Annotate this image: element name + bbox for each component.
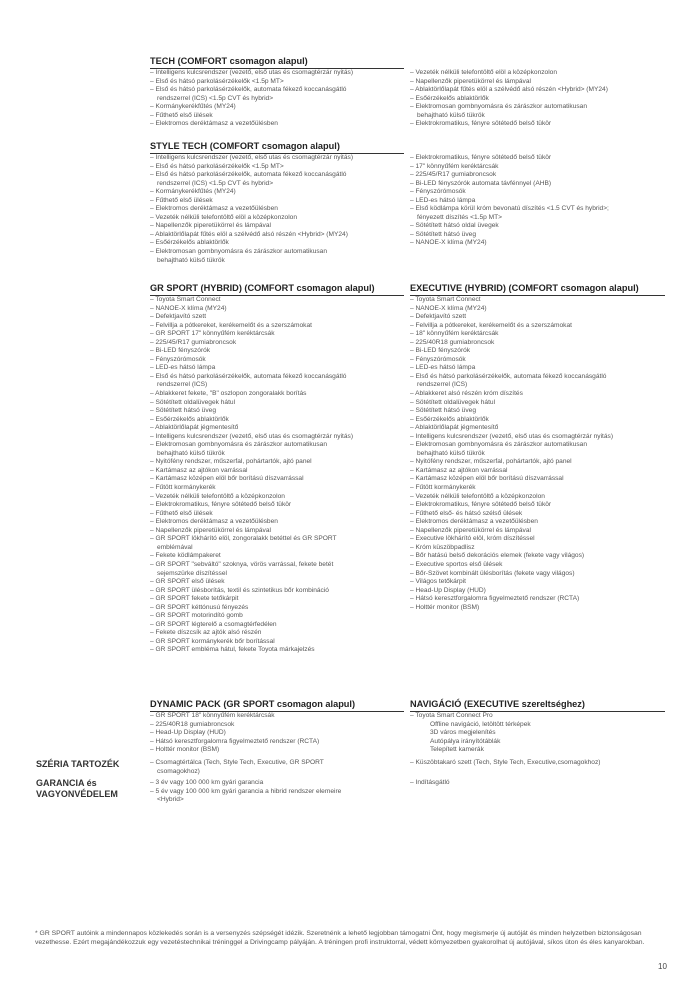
list-item: – Bi-LED fényszórók [410, 347, 471, 355]
dynamic-pack-title: DYNAMIC PACK (GR SPORT csomagon alapul) [150, 699, 404, 712]
list-item: – Hátsó keresztforgalomra figyelmeztető rendszer (RCTA) [410, 595, 580, 603]
list-item: – Nyitófény rendszer, műszerfal, pohártartók, ajtó panel [410, 458, 572, 466]
list-item: – Bi-LED fényszórók [150, 347, 211, 355]
list-item: – Csomagtértálca (Tech, Style Tech, Executive, GR SPORT [150, 759, 324, 766]
list-item: – GR SPORT kormánykerék bőr borítással [150, 637, 275, 645]
list-item: rendszerrel (ICS) <1.5p CVT és hybrid> [157, 179, 274, 187]
dynamic-pack-list [150, 712, 319, 755]
list-item: – Esőérzékelős ablaktörlők [150, 415, 229, 423]
tech-right-list [410, 69, 608, 129]
list-item: – Ablaktörlőlapát fűtés elöl a szélvédő alsó részén <Hybrid> (MY24) [410, 86, 608, 94]
list-item: – Elektrokromatikus, fényre sötétedő belső tükör [410, 501, 552, 509]
list-item: – Ablaktörlőlapát jégmentesítő [150, 424, 239, 432]
list-item: – Elektromosan gombnyomásra és zárászkor automatikusan [410, 441, 588, 449]
list-item: – Sötétített oldalüvegek hátul [410, 398, 496, 406]
list-item: – NANOE-X klíma (MY24) [150, 304, 227, 312]
list-item: – Elektromos deréktámasz a vezetőülésben [150, 120, 278, 128]
list-item: – Küszöbtakaró szett (Tech, Style Tech, Executive,csomagokhoz) [410, 759, 601, 766]
list-item: – Króm küszöbpadlisz [410, 543, 475, 551]
list-item: – Intelligens kulcsrendszer (vezető, első utas és csomagtérzár nyitás) [410, 432, 614, 440]
list-item: – Elektromos deréktámasz a vezetőülésben [150, 205, 278, 213]
warranty-right-list [410, 779, 450, 788]
list-item: – Elektrokromatikus, fényre sötétedő belső tükör [410, 120, 552, 128]
gr-sport-list [150, 296, 353, 655]
list-item: – Első és hátsó parkolásérzékelők <1.5p MT> [150, 77, 284, 85]
navigation-title: NAVIGÁCIÓ (EXECUTIVE szereltséghez) [410, 699, 665, 712]
list-item: <Hybrid> [157, 796, 184, 804]
list-item: – Toyota Smart Connect [410, 296, 481, 303]
accessories-right-list [410, 759, 600, 768]
accessories-label: SZÉRIA TARTOZÉK [36, 759, 120, 769]
list-item: – Elektrokromatikus, fényre sötétedő belső tükör [150, 501, 292, 509]
list-item: – Elektromos deréktámasz a vezetőülésben [410, 518, 538, 526]
list-item: – 3 év vagy 100 000 km gyári garancia [150, 779, 264, 786]
list-item: – 18" könnyűfém keréktárcsák [410, 330, 499, 338]
list-item: – Elektromosan gombnyomásra és zárászkor automatikusan [410, 103, 588, 111]
list-item: – Kormánykerékfűtés (MY24) [150, 103, 236, 111]
list-item: – Nyitófény rendszer, műszerfal, pohártartók, ajtó panel [150, 458, 312, 466]
list-item: – GR SPORT első ülések [150, 578, 225, 586]
list-item: – Felvillja a pótkereket, kerékemelőt és a szerszámokat [150, 321, 312, 329]
style-tech-section [150, 141, 665, 264]
list-item: – Toyota Smart Connect Pro [410, 712, 493, 719]
list-item: – Első ködlámpa körül króm bevonatú díszítés <1.5 CVT és hybrid>; [410, 205, 609, 213]
list-item: – Sötétített hátsó üveg [150, 407, 216, 415]
list-item: – Napellenzők piperetükörrel és lámpával [150, 526, 271, 534]
list-item: – Hátsó keresztforgalomra figyelmeztető rendszer (RCTA) [150, 737, 320, 745]
list-item: – Kartámasz az ajtókon varrással [410, 466, 508, 474]
list-item: – Fűtött kormánykerék [410, 484, 476, 492]
list-item: rendszerrel (ICS) [417, 381, 468, 389]
list-item: – Esőérzékelős ablaktörlők [150, 239, 229, 247]
list-item: – GR SPORT ülésborítás, textil és szintetikus bőr kombináció [150, 586, 329, 594]
navigation-list [410, 712, 531, 755]
list-item: – Vezeték nélküli telefontöltő elöl a középkonzolon [150, 213, 297, 221]
list-item: fényezett díszítés <1.5p MT> [417, 213, 503, 221]
list-item: – 225/40R18 gumiabroncsok [150, 720, 235, 728]
list-item: – Világos tetőkárpit [410, 578, 466, 586]
list-item: – GR SPORT kéttónusú fényezés [150, 603, 249, 611]
style-tech-left-list [150, 154, 353, 265]
list-item: – Fűthető első- és hátsó szélső ülések [410, 509, 523, 517]
list-item: – 17" könnyűfém keréktárcsák [410, 162, 499, 170]
list-item: 3D város megjelenítés [430, 729, 496, 737]
list-item: – Elektromosan gombnyomásra és zárászkor automatikusan [150, 248, 328, 256]
list-item: – Napellenzők piperetükörrel és lámpával [150, 222, 271, 230]
list-item: – 225/45/R17 gumiabroncsok [150, 338, 237, 346]
list-item: Autópálya irányítótáblák [430, 737, 501, 745]
navigation-section [410, 699, 665, 754]
gr-sport-section [150, 283, 404, 654]
page-number: 10 [658, 962, 667, 971]
list-item: – Vezeték nélküli telefontöltő a középkonzolon [410, 492, 545, 500]
list-item: – GR SPORT embléma hátul, fekete Toyota márkajelzés [150, 646, 315, 654]
list-item: – Intelligens kulcsrendszer (vezető, első utas és csomagtérzár nyitás) [150, 432, 354, 440]
list-item: – Elektromosan gombnyomásra és zárászkor automatikusan [150, 441, 328, 449]
list-item: – Holttér monitor (BSM) [150, 746, 220, 754]
list-item: behajtható külső tükrök [157, 256, 225, 264]
list-item: csomagokhoz) [157, 767, 200, 775]
list-item: – Vezeték nélküli telefontöltő elöl a középkonzolon [410, 69, 557, 76]
list-item: – Fűthető első ülések [150, 196, 213, 204]
warranty-label [36, 778, 118, 800]
list-item: – Head-Up Display (HUD) [410, 586, 486, 594]
list-item: Offline navigáció, letöltött térképek [430, 720, 531, 728]
gr-sport-title: GR SPORT (HYBRID) (COMFORT csomagon alapul) [150, 283, 404, 296]
list-item: – Fényszórómosók [150, 355, 206, 363]
tech-section [150, 56, 665, 128]
tech-title: TECH (COMFORT csomagon alapul) [150, 56, 404, 69]
list-item: – Ablakkeret alsó részén króm díszítés [410, 390, 523, 398]
list-item: rendszerrel (ICS) [157, 381, 208, 389]
accessories-left-list [150, 759, 324, 776]
list-item: sejemszürke díszítéssel [157, 569, 227, 577]
list-item: – Ablaktörlőlapát jégmentesítő [410, 424, 499, 432]
list-item: – Bi-LED fényszórók automata távfénnyel (AHB) [410, 179, 552, 187]
list-item: – Sötétített hátsó oldal üvegek [410, 222, 499, 230]
list-item: – Fényszórómosók [410, 355, 466, 363]
list-item: – Holttér monitor (BSM) [410, 603, 480, 611]
list-item: rendszerrel (ICS) <1.5p CVT és hybrid> [157, 94, 274, 102]
list-item: – Bőr-Szövet kombinált ülésborítás (fekete vagy világos) [410, 569, 575, 577]
list-item: – Kartámasz középen elöl bőr borítású díszvarrással [410, 475, 564, 483]
list-item: – Kormánykerékfűtés (MY24) [150, 188, 236, 196]
list-item: – Elektrokromatikus, fényre sötétedő belső tükör [410, 154, 552, 161]
list-item: – Kartámasz középen elöl bőr borítású díszvarrással [150, 475, 304, 483]
list-item: – Indításgátló [410, 779, 450, 786]
list-item: – 225/45/R17 gumiabroncsok [410, 171, 497, 179]
list-item: – NANOE-X klíma (MY24) [410, 239, 487, 247]
list-item: – GR SPORT "sebváltó" szoknya, vörös varrással, fekete betét [150, 560, 334, 568]
list-item: – GR SPORT fekete tetőkárpit [150, 595, 239, 603]
list-item: behajtható külső tükrök [157, 449, 225, 457]
list-item: – NANOE-X klíma (MY24) [410, 304, 487, 312]
list-item: – Fűthető első ülések [150, 509, 213, 517]
list-item: – Toyota Smart Connect [150, 296, 221, 303]
list-item: – Első és hátsó parkolásérzékelők, automata fékező koccanásgátló [410, 372, 607, 380]
executive-section [410, 283, 665, 611]
list-item: – Napellenzők piperetükörrel és lámpával [410, 77, 531, 85]
list-item: – GR SPORT 17" könnyűfém keréktárcsák [150, 330, 275, 338]
list-item: – Intelligens kulcsrendszer (vezető, első utas és csomagtérzár nyitás) [150, 154, 354, 161]
warranty-label-line1: GARANCIA és [36, 778, 97, 788]
list-item: – GR SPORT 18" könnyűfém keréktárcsák [150, 712, 275, 719]
executive-list [410, 296, 613, 612]
list-item: – Első és hátsó parkolásérzékelők, automata fékező koccanásgátló [150, 86, 347, 94]
list-item: – Napellenzők piperetükörrel és lámpával [410, 526, 531, 534]
list-item: behajtható külső tükrök [417, 449, 485, 457]
list-item: Telepített kamerák [430, 746, 484, 754]
dynamic-pack-section [150, 699, 404, 754]
list-item: – Fekete díszcsík az ajtók alsó részén [150, 629, 262, 637]
list-item: behajtható külső tükrök [417, 111, 485, 119]
list-item: – Első és hátsó parkolásérzékelők, automata fékező koccanásgátló [150, 372, 347, 380]
list-item: – Első és hátsó parkolásérzékelők <1.5p MT> [150, 162, 284, 170]
list-item: – LED-es hátsó lámpa [410, 196, 476, 204]
list-item: – Fűtött kormánykerék [150, 484, 216, 492]
list-item: – Első és hátsó parkolásérzékelők, automata fékező koccanásgátló [150, 171, 347, 179]
list-item: – Fényszórómosók [410, 188, 466, 196]
list-item: – LED-es hátsó lámpa [150, 364, 216, 372]
tech-left-list [150, 69, 353, 129]
list-item: – GR SPORT motorindító gomb [150, 612, 243, 620]
list-item: – Kartámasz az ajtókon varrással [150, 466, 248, 474]
list-item: – Sötétített hátsó üveg [410, 230, 476, 238]
list-item: – Defektjavító szett [410, 313, 467, 321]
list-item: – 225/40R18 gumiabroncsok [410, 338, 495, 346]
list-item: – Esőérzékelős ablaktörlők [410, 415, 489, 423]
list-item: – Defektjavító szett [150, 313, 207, 321]
warranty-label-line2: VAGYONVÉDELEM [36, 789, 118, 799]
list-item: – 5 év vagy 100 000 km gyári garancia a hibrid rendszer elemeire [150, 787, 342, 795]
list-item: – Sötétített hátsó üveg [410, 407, 476, 415]
list-item: – Ablaktörlőlapát fűtés elöl a szélvédő alsó részén <Hybrid> (MY24) [150, 230, 348, 238]
style-tech-right-list [410, 154, 609, 248]
style-tech-title: STYLE TECH (COMFORT csomagon alapul) [150, 141, 404, 154]
list-item: – Executive lökhárító elöl, króm díszítéssel [410, 535, 535, 543]
list-item: – Fűthető első ülések [150, 111, 213, 119]
footnote: * GR SPORT autóink a mindennapos közlekedés során is a versenyzés szépségét idézik. Szeretnénk a lehető legjobban támogatni Önt, hogy megismerje új autóját és minden helyzetben biztonságosan vezethesse. Ezért megajándékozzuk egy vezetéstechnikai tréninggel a Drivingcamp pályáján. A tréningen profi instruktorral, védett környezetben gyakorolhat új autójával, síkos úton és éles kanyarokban. [35, 930, 645, 947]
list-item: – Fekete ködlámpakeret [150, 552, 221, 560]
list-item: – Head-Up Display (HUD) [150, 729, 226, 737]
list-item: – Bőr hatású belső dekorációs elemek (fekete vagy világos) [410, 552, 585, 560]
list-item: – Esőérzékelős ablaktörlők [410, 94, 489, 102]
list-item: – Executive sportos első ülések [410, 560, 503, 568]
list-item: – Intelligens kulcsrendszer (vezető, első utas és csomagtérzár nyitás) [150, 69, 354, 76]
list-item: – Sötétített oldalüvegek hátul [150, 398, 236, 406]
list-item: emblémával [157, 543, 193, 551]
warranty-left-list [150, 779, 341, 805]
list-item: – Ablakkeret fekete, "B" oszlopon zongoralakk borítás [150, 390, 307, 398]
list-item: – GR SPORT lökhárító elöl, zongoralakk betéttel és GR SPORT [150, 535, 337, 543]
list-item: – Vezeték nélküli telefontöltő a középkonzolon [150, 492, 285, 500]
executive-title: EXECUTIVE (HYBRID) (COMFORT csomagon alapul) [410, 283, 665, 296]
list-item: – Elektromos deréktámasz a vezetőülésben [150, 518, 278, 526]
list-item: – LED-es hátsó lámpa [410, 364, 476, 372]
list-item: – GR SPORT légterelő a csomagtérfedélen [150, 620, 277, 628]
list-item: – Felvillja a pótkereket, kerékemelőt és a szerszámokat [410, 321, 572, 329]
